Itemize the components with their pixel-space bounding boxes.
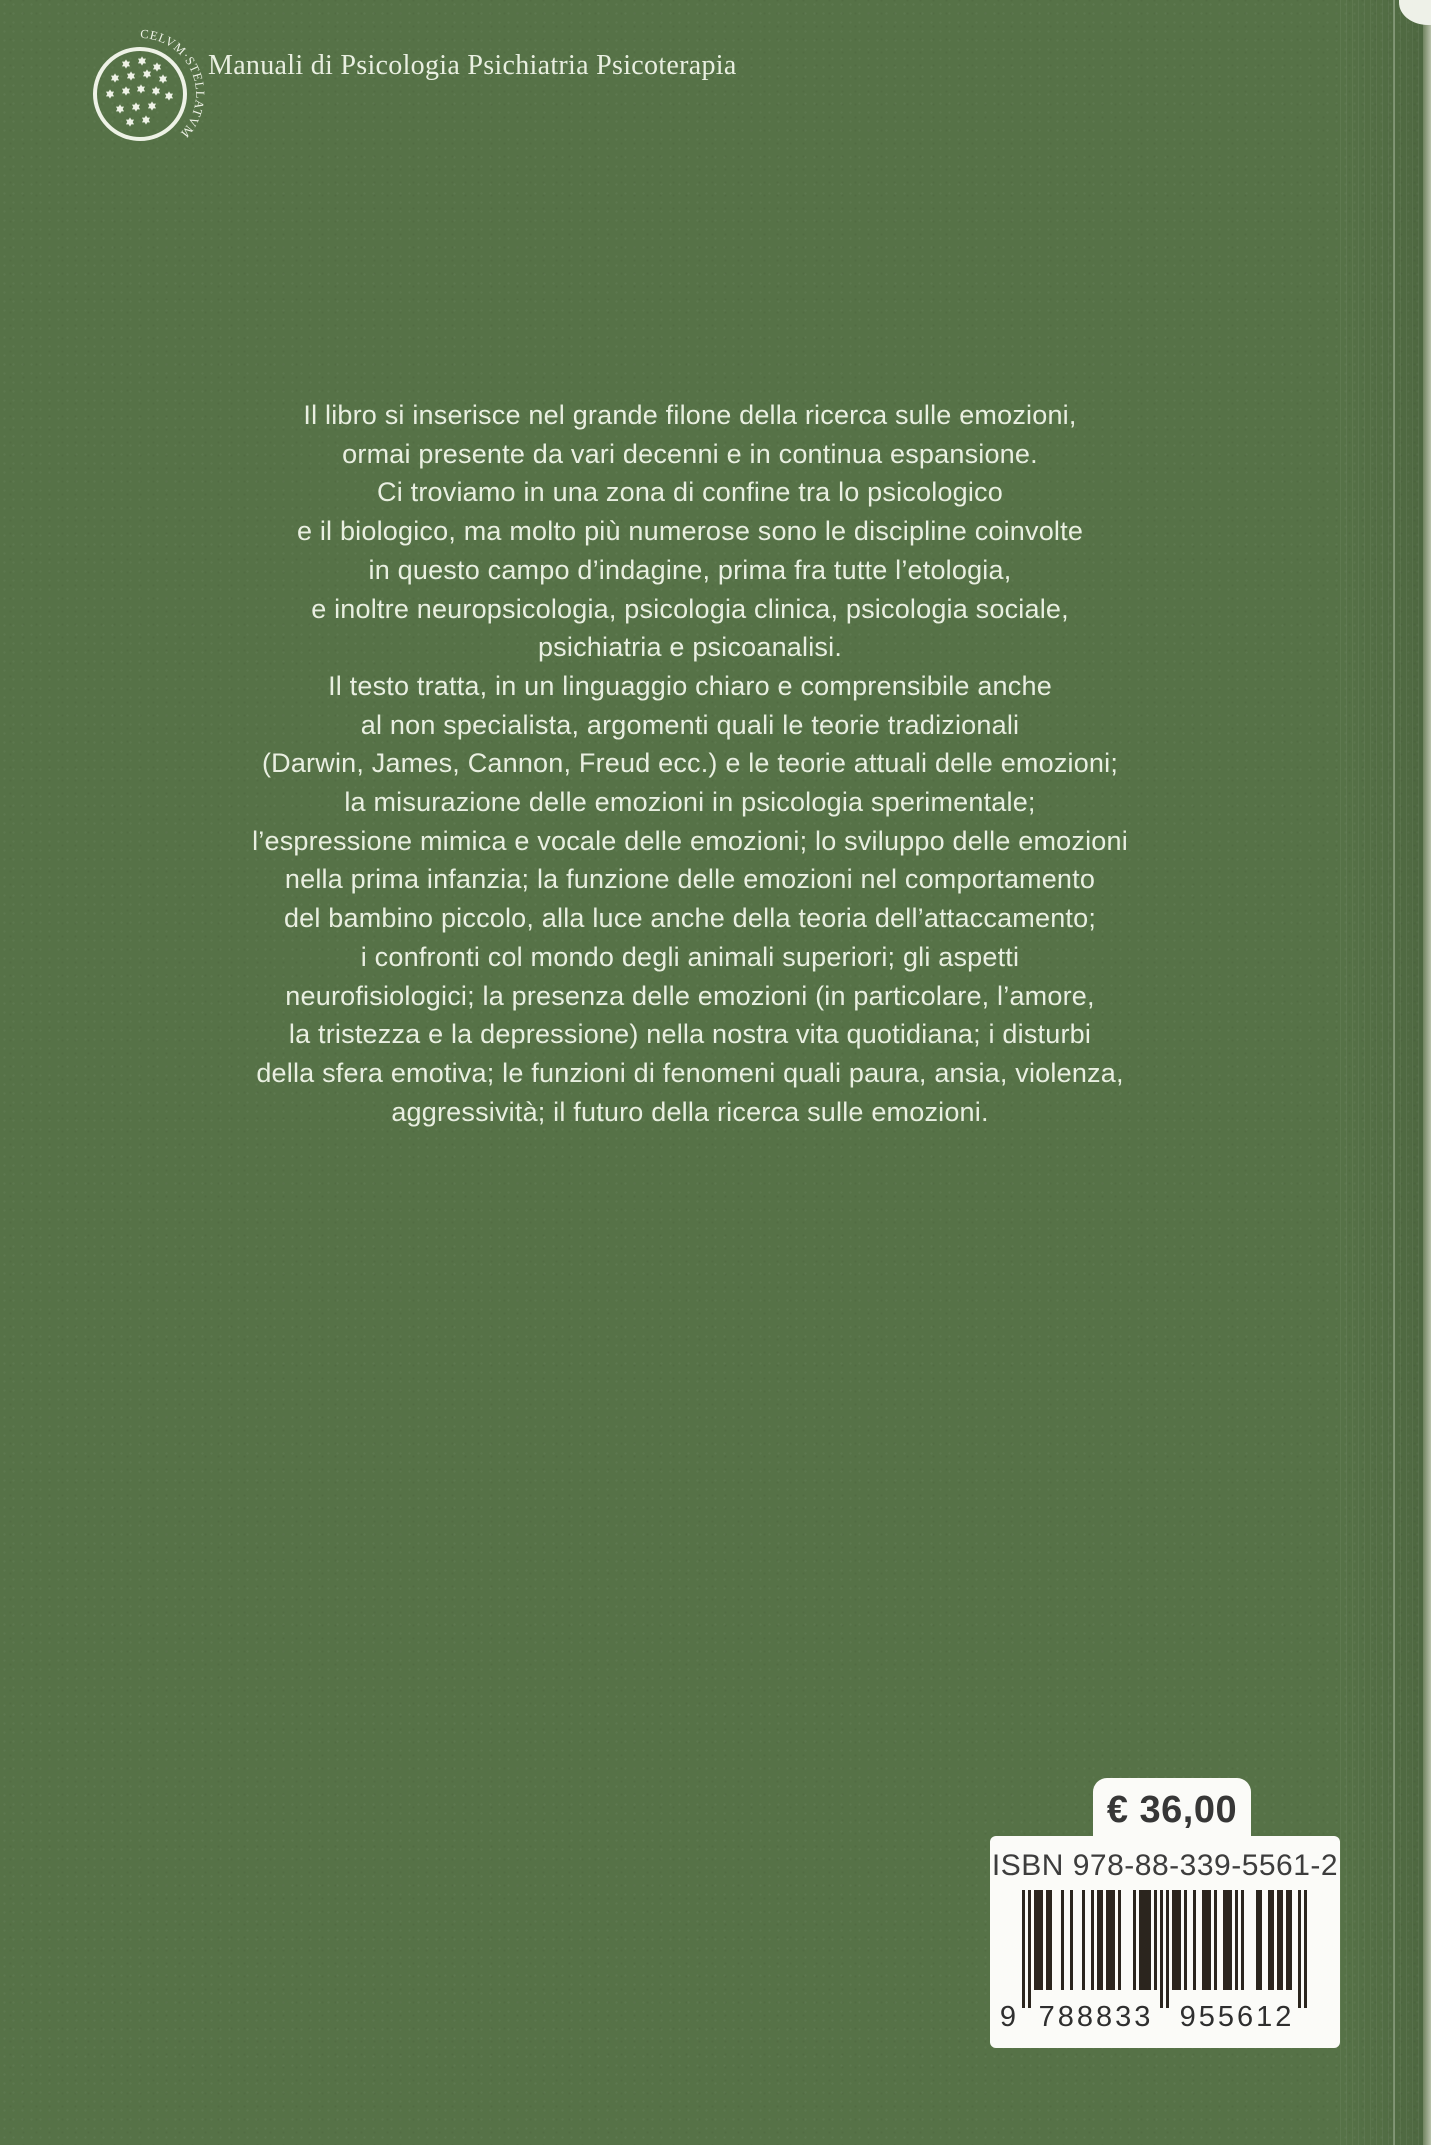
isbn-text: ISBN 978-88-339-5561-2 bbox=[991, 1849, 1339, 1882]
blurb-line: e inoltre neuropsicologia, psicologia clinica, psicologia sociale, bbox=[311, 593, 1069, 624]
blurb-line: i confronti col mondo degli animali superiori; gli aspetti bbox=[360, 941, 1020, 972]
publisher-logo bbox=[68, 14, 218, 164]
page-edge bbox=[1423, 0, 1431, 2145]
blurb-line: neurofisiologici; la presenza delle emozioni (in particolare, l’amore, bbox=[285, 980, 1095, 1011]
blurb-line: aggressività; il futuro della ricerca sulle emozioni. bbox=[391, 1096, 989, 1127]
blurb-line: la tristezza e la depressione) nella nostra vita quotidiana; i disturbi bbox=[288, 1019, 1092, 1050]
blurb-line: del bambino piccolo, alla luce anche della teoria dell’attaccamento; bbox=[283, 903, 1097, 934]
cover-right-edge bbox=[1340, 0, 1431, 2145]
barcode-digits-group2: 955612 bbox=[1179, 2001, 1295, 2033]
barcode-digit-left: 9 bbox=[999, 2001, 1017, 2033]
blurb-line: Il libro si inserisce nel grande filone della ricerca sulle emozioni, bbox=[303, 400, 1077, 430]
isbn-barcode-label bbox=[990, 1836, 1340, 2048]
blurb-line: l’espressione mimica e vocale delle emozioni; lo sviluppo delle emozioni bbox=[252, 825, 1128, 856]
price-label: € 36,00 bbox=[1106, 1788, 1238, 1831]
logo-stars bbox=[106, 56, 173, 126]
blurb-line: Ci troviamo in una zona di confine tra lo psicologico bbox=[377, 477, 1003, 508]
series-title: Manuali di Psicologia Psichiatria Psicoterapia bbox=[208, 50, 737, 81]
blurb-line: in questo campo d’indagine, prima fra tutte l’etologia, bbox=[368, 554, 1012, 585]
blurb-line: e il biologico, ma molto più numerose sono le discipline coinvolte bbox=[296, 516, 1084, 547]
blurb-line: psichiatria e psicoanalisi. bbox=[537, 632, 843, 663]
crease-line bbox=[1393, 0, 1395, 2145]
blurb-line: nella prima infanzia; la funzione delle emozioni nel comportamento bbox=[284, 864, 1096, 895]
barcode-digits-group1: 788833 bbox=[1038, 2001, 1154, 2033]
blurb-line: Il testo tratta, in un linguaggio chiaro e comprensibile anche bbox=[328, 670, 1052, 701]
blurb-line: al non specialista, argomenti quali le teorie tradizionali bbox=[360, 709, 1020, 740]
blurb-line: la misurazione delle emozioni in psicologia sperimentale; bbox=[344, 787, 1036, 818]
barcode bbox=[999, 1890, 1307, 2036]
barcode-bars bbox=[1022, 1890, 1307, 2008]
price-tag bbox=[1093, 1778, 1251, 1842]
blurb-line: (Darwin, James, Cannon, Freud ecc.) e le teorie attuali delle emozioni; bbox=[261, 748, 1119, 779]
logo-motto: CELVM·STELLATVM bbox=[139, 26, 208, 141]
blurb-line: della sfera emotiva; le funzioni di fenomeni quali paura, ansia, violenza, bbox=[256, 1057, 1124, 1088]
blurb-text bbox=[0, 396, 1380, 1131]
blurb-line: ormai presente da vari decenni e in continua espansione. bbox=[342, 438, 1038, 469]
